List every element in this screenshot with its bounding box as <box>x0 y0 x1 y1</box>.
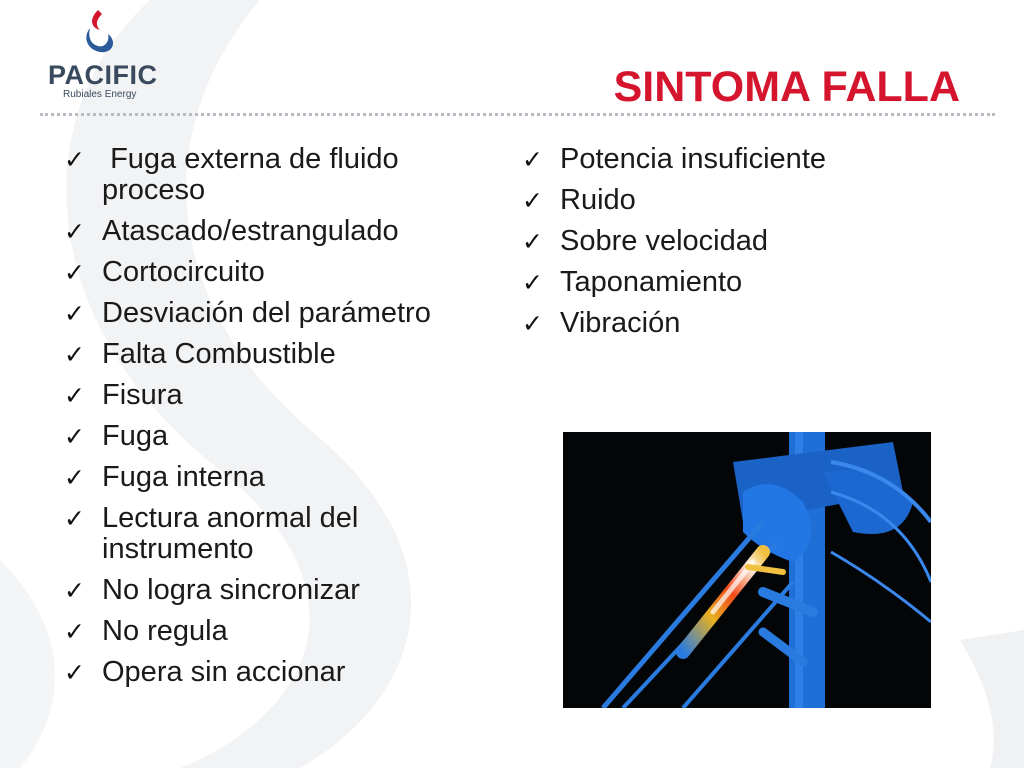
thermal-powerline-illustration <box>563 432 931 708</box>
page-title: SINTOMA FALLA <box>613 63 960 111</box>
list-item <box>522 185 942 216</box>
checkmark-icon: ✓ <box>64 145 85 174</box>
checkmark-icon: ✓ <box>64 381 85 410</box>
checkmark-icon: ✓ <box>64 463 85 492</box>
list-item <box>64 421 504 452</box>
list-item-label: Taponamiento <box>560 266 743 298</box>
list-item-label: No logra sincronizar <box>102 574 360 606</box>
list-item <box>64 616 504 647</box>
checkmark-icon: ✓ <box>64 217 85 246</box>
list-item <box>522 226 942 257</box>
list-item-label: Atascado/estrangulado <box>102 215 399 247</box>
list-item <box>64 657 504 688</box>
checkmark-icon: ✓ <box>522 268 543 297</box>
checkmark-icon: ✓ <box>64 422 85 451</box>
list-item <box>64 462 504 493</box>
checkmark-icon: ✓ <box>522 145 543 174</box>
checkmark-icon: ✓ <box>64 576 85 605</box>
symptom-list-left <box>64 144 504 698</box>
logo-name: PACIFIC <box>48 60 158 90</box>
checkmark-icon: ✓ <box>522 186 543 215</box>
list-item-label: Ruido <box>560 184 636 216</box>
list-item-label: Fuga externa de fluido proceso <box>102 143 407 206</box>
list-item <box>64 257 504 288</box>
list-item-label: Fuga <box>102 420 169 452</box>
list-item-label: No regula <box>102 615 228 647</box>
thermal-image <box>563 432 931 708</box>
flame-logo-icon <box>78 8 120 56</box>
list-item-label: Lectura anormal del instrumento <box>102 502 359 565</box>
checkmark-icon: ✓ <box>64 340 85 369</box>
list-item <box>64 298 504 329</box>
list-item <box>522 308 942 339</box>
list-item-label: Opera sin accionar <box>102 656 346 688</box>
list-item <box>64 380 504 411</box>
symptom-list-right <box>522 144 942 349</box>
checkmark-icon: ✓ <box>64 504 85 533</box>
checkmark-icon: ✓ <box>64 299 85 328</box>
list-item-label: Vibración <box>560 307 681 339</box>
list-item <box>64 216 504 247</box>
list-item-label: Fuga interna <box>102 461 265 493</box>
checkmark-icon: ✓ <box>64 258 85 287</box>
list-item <box>64 144 504 206</box>
checkmark-icon: ✓ <box>522 227 543 256</box>
logo-subtitle: Rubiales Energy <box>63 89 137 100</box>
list-item-label: Sobre velocidad <box>560 225 768 257</box>
title-divider <box>40 113 995 116</box>
list-item-label: Cortocircuito <box>102 256 265 288</box>
list-item-label: Fisura <box>102 379 183 411</box>
checkmark-icon: ✓ <box>64 617 85 646</box>
checkmark-icon: ✓ <box>522 309 543 338</box>
list-item <box>64 575 504 606</box>
list-item <box>64 503 504 565</box>
list-item <box>522 267 942 298</box>
list-item <box>522 144 942 175</box>
checkmark-icon: ✓ <box>64 658 85 687</box>
list-item-label: Potencia insuficiente <box>560 143 826 175</box>
list-item-label: Falta Combustible <box>102 338 336 370</box>
list-item <box>64 339 504 370</box>
list-item-label: Desviación del parámetro <box>102 297 431 329</box>
company-logo <box>40 8 160 103</box>
